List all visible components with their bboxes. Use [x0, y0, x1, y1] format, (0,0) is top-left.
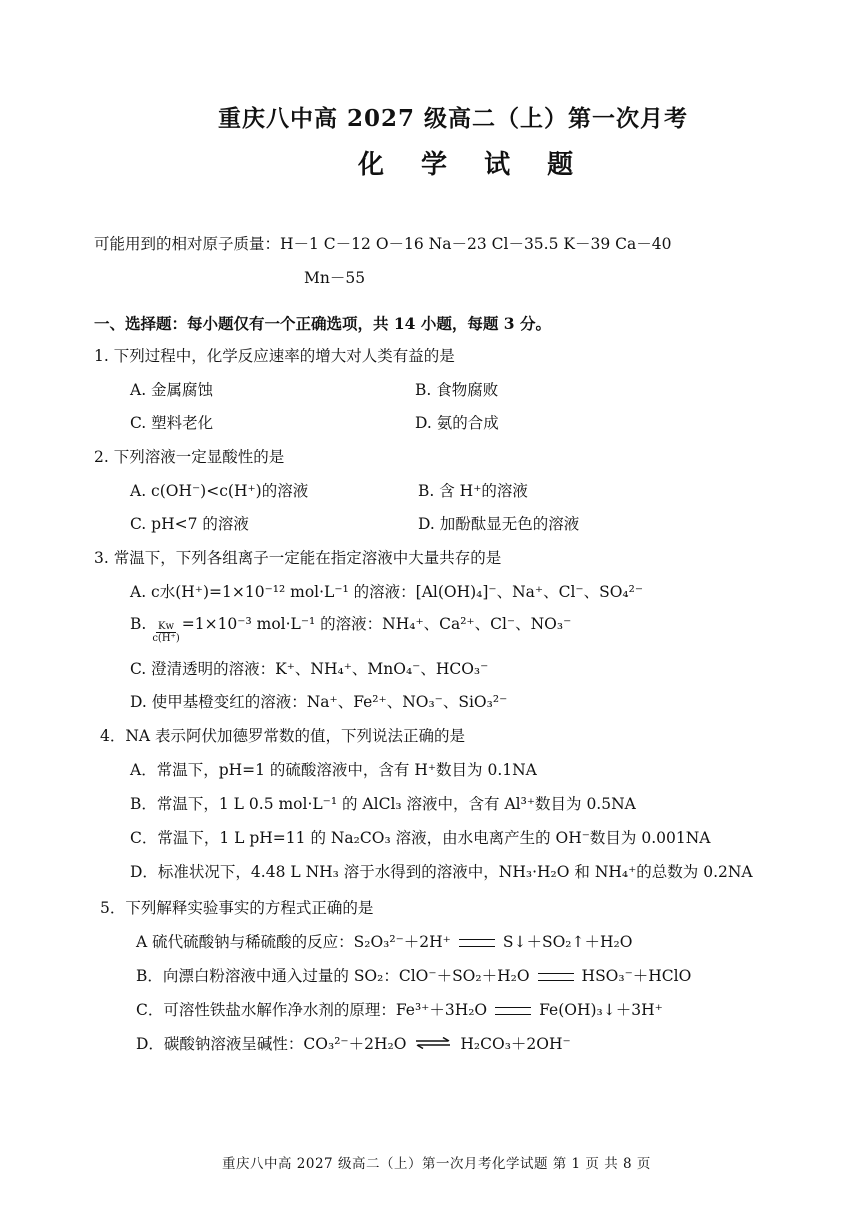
equation-b-left: B．向漂白粉溶液中通入过量的 SO₂：ClO⁻＋SO₂＋H₂O	[136, 967, 530, 985]
question-5-stem: 5．下列解释实验事实的方程式正确的是	[100, 899, 374, 917]
question-4-option-b: B．常温下，1 L 0.5 mol·L⁻¹ 的 AlCl₃ 溶液中，含有 Al³⁺数目为 0.5NA	[130, 795, 636, 813]
equation-d-left: D．碳酸钠溶液呈碱性：CO₃²⁻＋2H₂O	[136, 1035, 407, 1053]
equation-a-right: S↓＋SO₂↑＋H₂O	[502, 933, 633, 951]
kw-fraction	[152, 621, 179, 644]
question-3-stem: 3. 常温下，下列各组离子一定能在指定溶液中大量共存的是	[94, 549, 502, 567]
equation-d-right: H₂CO₃＋2OH⁻	[460, 1035, 571, 1053]
question-2-option-a: A. c(OH⁻)<c(H⁺)的溶液	[130, 482, 309, 500]
page-footer: 重庆八中高 2027 级高二（上）第一次月考化学试题 第 1 页 共 8 页	[222, 1156, 651, 1172]
kw-numerator: Kw	[158, 621, 175, 632]
question-2-option-c: C. pH<7 的溶液	[130, 515, 249, 533]
question-2-stem: 2. 下列溶液一定显酸性的是	[94, 448, 285, 466]
question-1-option-c: C. 塑料老化	[130, 414, 214, 432]
question-3-option-b-label: B.	[130, 615, 147, 633]
atomic-masses-line1: 可能用到的相对原子质量：H－1 C－12 O－16 Na－23 Cl－35.5 K－39 Ca－40	[94, 235, 672, 253]
question-4-option-a: A．常温下，pH=1 的硫酸溶液中，含有 H⁺数目为 0.1NA	[130, 761, 537, 779]
question-3-option-c: C. 澄清透明的溶液：K⁺、NH₄⁺、MnO₄⁻、HCO₃⁻	[130, 660, 489, 678]
question-4-option-c: C．常温下，1 L pH=11 的 Na₂CO₃ 溶液，由水电离产生的 OH⁻数目为 0.001NA	[130, 829, 711, 847]
question-5-option-b	[136, 964, 691, 986]
equation-b-right: HSO₃⁻＋HClO	[581, 967, 692, 985]
reversible-arrow-icon	[414, 1037, 452, 1049]
question-4-option-d: D．标准状况下，4.48 L NH₃ 溶于水得到的溶液中，NH₃·H₂O 和 NH₄⁺的总数为 0.2NA	[130, 863, 753, 881]
equation-c-right: Fe(OH)₃↓＋3H⁺	[539, 1001, 663, 1019]
question-1-option-d: D. 氨的合成	[415, 414, 499, 432]
question-5-option-d	[136, 1032, 571, 1054]
equals-sign-icon	[459, 939, 495, 947]
exam-subtitle: 化 学 试 题	[358, 150, 588, 180]
equals-sign-icon	[495, 1007, 531, 1015]
question-5-option-a	[136, 930, 632, 952]
atomic-masses-line2: Mn－55	[304, 269, 366, 287]
question-1-stem: 1. 下列过程中，化学反应速率的增大对人类有益的是	[94, 347, 455, 365]
question-3-option-d: D. 使甲基橙变红的溶液：Na⁺、Fe²⁺、NO₃⁻、SiO₃²⁻	[130, 693, 508, 711]
question-2-option-b: B. 含 H⁺的溶液	[418, 482, 528, 500]
question-4-stem: 4．NA 表示阿伏加德罗常数的值，下列说法正确的是	[100, 727, 466, 745]
equation-c-left: C．可溶性铁盐水解作净水剂的原理：Fe³⁺＋3H₂O	[136, 1001, 488, 1019]
question-1-option-b: B. 食物腐败	[415, 381, 499, 399]
question-2-option-d: D. 加酚酞显无色的溶液	[418, 515, 580, 533]
question-1-option-a: A. 金属腐蚀	[130, 381, 214, 399]
section-heading: 一、选择题：每小题仅有一个正确选项，共 14 小题，每题 3 分。	[94, 314, 551, 333]
kw-denominator: c(H⁺)	[152, 633, 180, 644]
equation-a-left: A 硫代硫酸钠与稀硫酸的反应：S₂O₃²⁻＋2H⁺	[136, 933, 451, 951]
question-3-option-b	[130, 612, 571, 644]
exam-title: 重庆八中高 2027 级高二（上）第一次月考	[218, 105, 689, 132]
question-3-option-b-text: =1×10⁻³ mol·L⁻¹ 的溶液：NH₄⁺、Ca²⁺、Cl⁻、NO₃⁻	[181, 615, 572, 633]
question-5-option-c	[136, 998, 663, 1020]
equals-sign-icon	[538, 973, 574, 981]
question-3-option-a: A. c水(H⁺)=1×10⁻¹² mol·L⁻¹ 的溶液：[Al(OH)₄]⁻、Na⁺、Cl⁻、SO₄²⁻	[130, 583, 644, 601]
